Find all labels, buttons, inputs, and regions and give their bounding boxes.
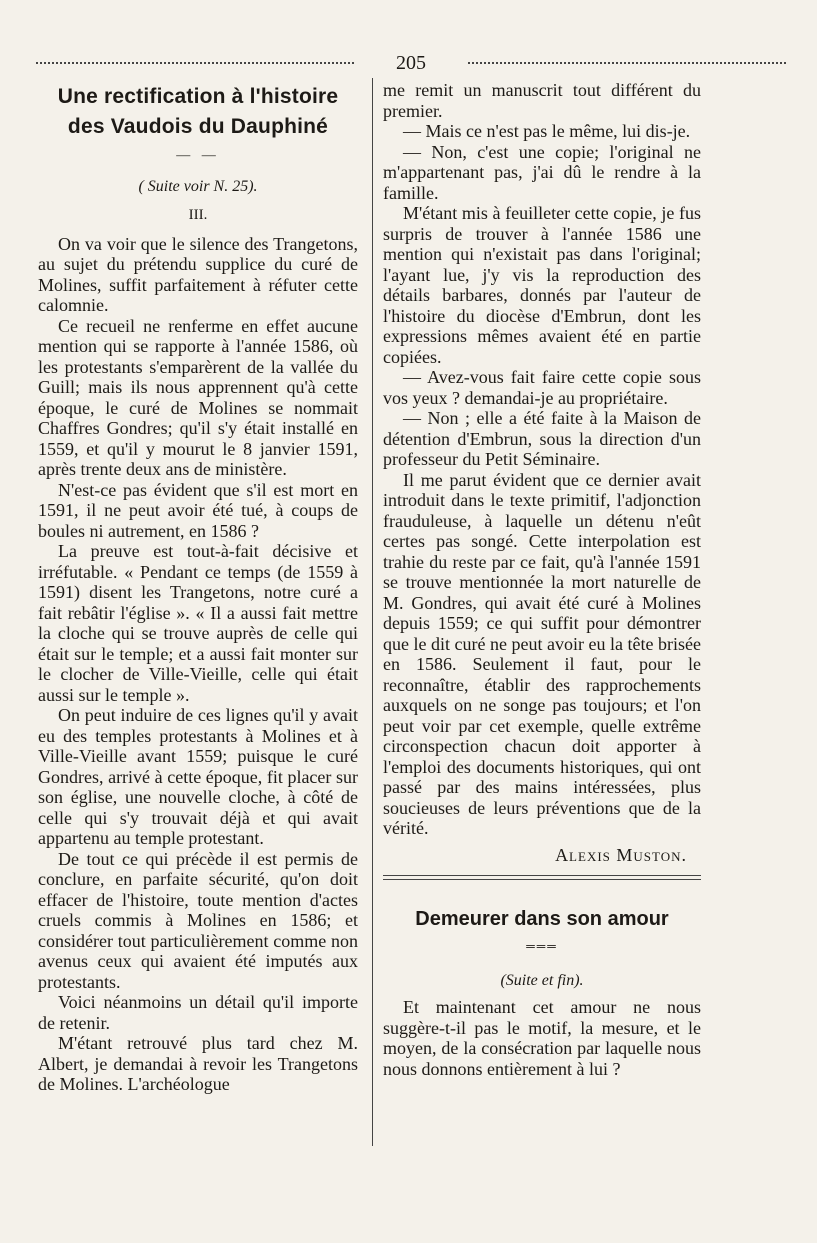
column-divider (372, 78, 373, 1146)
header-rule-right (468, 62, 786, 64)
right-paragraph: M'étant mis à feuilleter cette copie, je fus surpris de trouver à l'année 1586 une mention qui n'existait pas dans l'original; l'ayant lue, j'y vis la reproduction des détails barbares, donnés par l'auteur de l'histoire du diocèse d'Embrun, dont les expressions mêmes avaient été en partie copiées. (383, 203, 701, 367)
article2-paragraph: Et maintenant cet amour ne nous suggère-t-il pas le motif, la mesure, et le moyen, de la consécration par laquelle nous nous donnons entièrement à lui ? (383, 997, 701, 1079)
right-paragraph: me remit un manuscrit tout différent du premier. (383, 80, 701, 121)
left-paragraph: De tout ce qui précède il est permis de conclure, en parfaite sécurité, qu'on doit effacer de l'histoire, toute mention d'actes cruels commis à Molines en 1586; et considérer tout particulièrement comme non avenus ceux qui avaient été imputés aux protestants. (38, 848, 358, 992)
left-paragraph: Ce recueil ne renferme en effet aucune mention qui se rapporte à l'année 1586, où les protestants s'emparèrent de la vallée du Guill; mais ils nous apprennent qu'à cette époque, le curé de Molines se nommait Chaffres Gondres; qu'il s'y était installé en 1559, et qu'il y mourut le 8 janvier 1591, après trente deux ans de ministère. (38, 315, 358, 479)
article1-signature: Alexis Muston. (555, 844, 687, 865)
article1-divider: — — (176, 148, 220, 163)
page-header (36, 52, 786, 74)
right-paragraph: — Non ; elle a été faite à la Maison de détention d'Embrun, sous la direction d'un professeur du Petit Séminaire. (383, 408, 701, 469)
article2-title: Demeurer dans son amour (415, 908, 669, 930)
article1-suite: ( Suite voir N. 25). (138, 177, 258, 195)
left-paragraph: On peut induire de ces lignes qu'il y avait eu des temples protestants à Molines et à Ville-Vieille avant 1559; puisque le curé Gondres, arrivé à cette époque, fit placer sur son église, une nouvelle cloche, à côté de celle qui s'y trouvait déjà et qui avait appartenu au temple protestant. (38, 705, 358, 848)
left-column (38, 80, 358, 1095)
article2-divider: ═══ (526, 939, 558, 953)
right-paragraph: Il me parut évident que ce dernier avait introduit dans le texte primitif, l'adjonction frauduleuse, à laquelle un détenu n'eût certes pas songé. Cette interpolation est trahie du reste par ce fait, qu'à l'année 1591 se trouve mentionnée la mort naturelle de M. Gondres, qui avait été curé à Molines depuis 1559; ce qui suffit pour démontrer que le dit curé ne peut avoir eu la tête brisée en 1586. Seulement il faut, pour le reconnaître, établir des rapprochements auxquels on ne songe pas toujours; et l'on peut voir par cet exemple, quelle extrême circonspection chacun doit apporter à l'emploi des documents historiques, qui ont passé par des mains intéressées, plus soucieuses de leurs préventions que de la vérité. (383, 469, 701, 838)
right-paragraph: — Non, c'est une copie; l'original ne m'appartenant pas, j'ai dû le rendre à la famille. (383, 141, 701, 203)
right-paragraph: — Avez-vous fait faire cette copie sous vos yeux ? demandai-je au propriétaire. (383, 367, 701, 408)
article2-suite: (Suite et fin). (500, 971, 584, 989)
article-separator (383, 875, 701, 880)
right-paragraph: — Mais ce n'est pas le même, lui dis-je. (403, 121, 691, 141)
article1-title-line1: Une rectification à l'histoire (57, 85, 339, 108)
left-paragraph: M'étant retrouvé plus tard chez M. Albert, je demandai à revoir les Trangetons de Molines. L'archéologue (38, 1033, 358, 1094)
left-paragraph: On va voir que le silence des Trangetons, au sujet du prétendu supplice du curé de Molines, suffit parfaitement à réfuter cette calomnie. (38, 233, 358, 315)
left-paragraph: La preuve est tout-à-fait décisive et irréfutable. « Pendant ce temps (de 1559 à 1591) disent les Trangetons, notre curé a fait rebâtir l'église ». « Il a aussi fait mettre la cloche qui se trouve auprès de celle qui était sur le temple; et a aussi fait monter sur le clocher de Ville-Vieille, celle qui était aussi sur le temple ». (38, 541, 358, 705)
left-paragraph: Voici néanmoins un détail qu'il importe de retenir. (38, 992, 358, 1033)
left-paragraph: N'est-ce pas évident que s'il est mort en 1591, il ne peut avoir été tué, à coups de boules ni autrement, en 1586 ? (38, 479, 358, 541)
article1-section: III. (188, 207, 208, 223)
right-column (383, 80, 701, 1079)
article1-title-line2: des Vaudois du Dauphiné (67, 115, 329, 138)
article1-title (38, 82, 358, 142)
page-number: 205 (396, 52, 426, 74)
